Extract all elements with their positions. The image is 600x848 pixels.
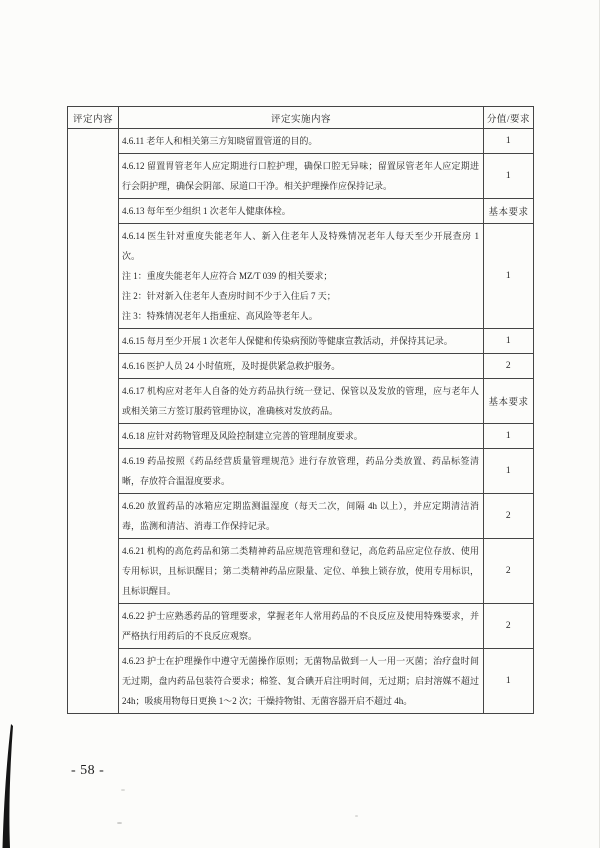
- header-implementation-content: 评定实施内容: [119, 107, 484, 129]
- score-cell: 1: [484, 449, 534, 494]
- implementation-content-cell: [119, 649, 484, 714]
- content-line: 4.6.21 机构的高危药品和第二类精神药品应规范管理和登记，高危药品应定位存放、使用专用标识，且标识醒目；第二类精神药品应限量、定位、单独上锁存放，使用专用标识，且标识醒目。: [122, 546, 479, 596]
- table-row: [68, 154, 534, 199]
- table-row: [68, 649, 534, 714]
- implementation-content-cell: [119, 379, 484, 424]
- score-cell: 2: [484, 604, 534, 649]
- score-cell: 1: [484, 224, 534, 329]
- implementation-content-cell: [119, 494, 484, 539]
- assessment-table: [67, 106, 534, 714]
- content-line: 4.6.23 护士在护理操作中遵守无菌操作原则；无菌物品做到一人一用一灭菌；治疗盘时间无过期，盘内药品包装符合要求；棉签、复合碘开启注明时间，无过期；启封溶媒不超过 24h；吸痰用物每日更换 1～2 次；干燥持物钳、无菌容器开启不超过 4h。: [122, 656, 479, 706]
- implementation-content-cell: [119, 329, 484, 354]
- content-line: 4.6.20 放置药品的冰箱应定期监测温湿度（每天二次，间隔 4h 以上），并应定期清洁消毒，监测和清洁、消毒工作保持记录。: [122, 501, 479, 531]
- scan-speckle: [121, 789, 125, 791]
- score-cell: 1: [484, 329, 534, 354]
- table-row: [68, 224, 534, 329]
- score-cell: 2: [484, 539, 534, 604]
- score-cell: 2: [484, 494, 534, 539]
- score-cell: 1: [484, 154, 534, 199]
- table-row: [68, 329, 534, 354]
- content-line: 4.6.16 医护人员 24 小时值班，及时提供紧急救护服务。: [122, 361, 341, 371]
- table-row: [68, 449, 534, 494]
- content-line: 4.6.12 留置胃管老年人应定期进行口腔护理，确保口腔无异味；留置尿管老年人应定期进行会阴护理，确保会阴部、尿道口干净。相关护理操作应保持记录。: [122, 161, 479, 191]
- table-header-row: [68, 107, 534, 129]
- table-row: [68, 539, 534, 604]
- content-line: 4.6.11 老年人和相关第三方知晓留置管道的目的。: [122, 136, 318, 146]
- table-row: [68, 129, 534, 154]
- header-score-requirement: 分值/要求: [484, 107, 534, 129]
- implementation-content-cell: [119, 154, 484, 199]
- content-line: 4.6.15 每月至少开展 1 次老年人保健和传染病预防等健康宣教活动，并保持其记录。: [122, 336, 453, 346]
- table-row: [68, 494, 534, 539]
- implementation-content-cell: [119, 224, 484, 329]
- scan-speckle: [117, 822, 122, 824]
- content-line: 4.6.18 应针对药物管理及风险控制建立完善的管理制度要求。: [122, 431, 363, 441]
- scan-speckle: [355, 815, 358, 817]
- implementation-content-cell: [119, 604, 484, 649]
- implementation-content-cell: [119, 199, 484, 224]
- content-line: 4.6.13 每年至少组织 1 次老年人健康体检。: [122, 206, 291, 216]
- table-row: [68, 354, 534, 379]
- implementation-content-cell: [119, 539, 484, 604]
- content-line: 注 3：特殊情况老年人指重症、高风险等老年人。: [122, 311, 318, 321]
- content-line: 4.6.19 药品按照《药品经营质量管理规范》进行存放管理，药品分类放置、药品标签清晰，存放符合温湿度要求。: [122, 456, 479, 486]
- score-cell: 1: [484, 129, 534, 154]
- content-line: 注 1：重度失能老年人应符合 MZ/T 039 的相关要求；: [122, 271, 333, 281]
- content-line: 4.6.17 机构应对老年人自备的处方药品执行统一登记、保管以及发放的管理，应与老年人或相关第三方签订服药管理协议，准确核对发放药品。: [122, 386, 479, 416]
- table-row: [68, 379, 534, 424]
- table-row: [68, 604, 534, 649]
- table-body: [68, 129, 534, 714]
- content-line: 4.6.14 医生针对重度失能老年人、新入住老年人及特殊情况老年人每天至少开展查房 1 次。: [122, 231, 479, 261]
- category-cell: [68, 129, 119, 714]
- scan-spine-artifact: [0, 724, 16, 848]
- table-row: [68, 199, 534, 224]
- page-number: - 58 -: [71, 763, 105, 778]
- implementation-content-cell: [119, 129, 484, 154]
- score-cell: 1: [484, 424, 534, 449]
- score-cell: 基本要求: [484, 379, 534, 424]
- content-line: 4.6.22 护士应熟悉药品的管理要求，掌握老年人常用药品的不良反应及使用特殊要求，并严格执行用药后的不良反应观察。: [122, 611, 479, 641]
- implementation-content-cell: [119, 424, 484, 449]
- content-line: 注 2：针对新入住老年人查房时间不少于入住后 7 天；: [122, 291, 336, 301]
- score-cell: 2: [484, 354, 534, 379]
- score-cell: 1: [484, 649, 534, 714]
- header-category: 评定内容: [68, 107, 119, 129]
- score-cell: 基本要求: [484, 199, 534, 224]
- implementation-content-cell: [119, 449, 484, 494]
- implementation-content-cell: [119, 354, 484, 379]
- table-row: [68, 424, 534, 449]
